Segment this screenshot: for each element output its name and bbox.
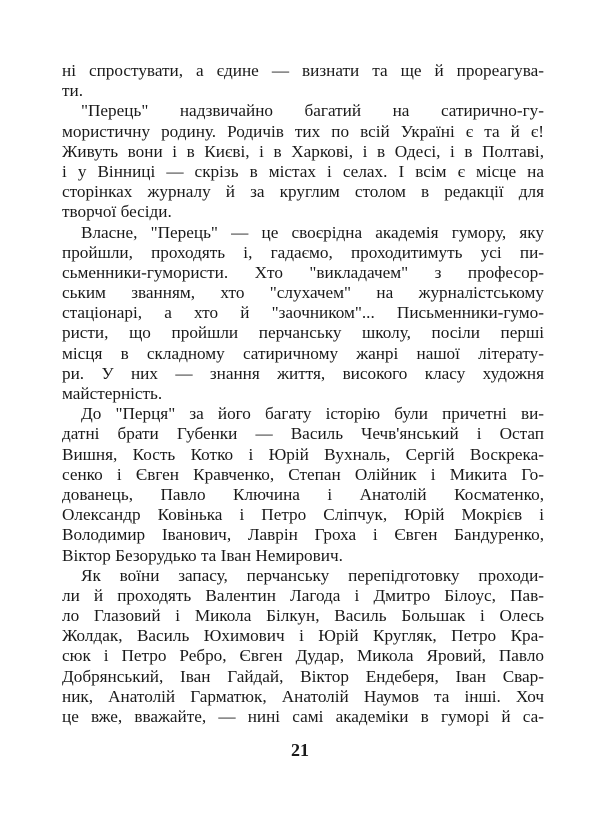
- text-line: стаціонарі, а хто й "заочником"... Письменники-гумо-: [62, 303, 544, 323]
- text-line: Добрянський, Іван Гайдай, Віктор Ендеберя, Іван Свар-: [62, 666, 544, 686]
- text-line: і у Вінниці — скрізь в містах і селах. І всім є місце на: [62, 161, 544, 181]
- paragraph: [62, 566, 544, 728]
- text-line: мористичну родину. Родичів тих по всій Україні є та й є!: [62, 121, 544, 141]
- text-line: сенко і Євген Кравченко, Степан Олійник і Микита Го-: [62, 464, 544, 484]
- text-line: це вже, вважайте, — нині самі академіки в гуморі й са-: [62, 707, 544, 726]
- paragraph: [62, 61, 544, 101]
- text-line: ли й проходять Валентин Лагода і Дмитро Білоус, Пав-: [62, 585, 544, 605]
- text-line: "Перець" надзвичайно багатий на сатирично-гу-: [81, 101, 544, 121]
- text-line: Віктор Безорудько та Іван Немирович.: [62, 545, 343, 565]
- text-line: ні спростувати, а єдине — визнати та ще й прореагува-: [62, 61, 544, 80]
- text-line: творчої бесіди.: [62, 202, 172, 222]
- text-line: сьменники-гумористи. Хто "викладачем" з професор-: [62, 262, 544, 282]
- text-line: Як воїни запасу, перчанську перепідготовку проходи-: [81, 565, 544, 585]
- text-line: Вишня, Кость Котко і Юрій Вухналь, Сергій Воскрека-: [62, 444, 544, 464]
- text-line: ло Глазовий і Микола Білкун, Василь Большак і Олесь: [62, 606, 544, 626]
- paragraph: [62, 101, 544, 222]
- text-line: сторінках журналу й за круглим столом в редакції для: [62, 182, 544, 202]
- page-number: 21: [291, 740, 309, 760]
- text-line: дованець, Павло Ключина і Анатолій Косматенко,: [62, 484, 544, 504]
- text-line: місця в складному сатиричному жанрі нашої літерату-: [62, 343, 544, 363]
- paragraph: [62, 404, 544, 566]
- paragraph: [62, 223, 544, 405]
- text-line: Олександр Ковінька і Петро Сліпчук, Юрій Мокрієв і: [62, 505, 544, 525]
- text-line: пройшли, проходять і, гадаємо, проходитимуть усі пи-: [62, 242, 544, 262]
- page-body: [62, 61, 544, 727]
- text-line: До "Перця" за його багату історію були причетні ви-: [81, 404, 544, 424]
- text-line: ник, Анатолій Гарматюк, Анатолій Наумов та інші. Хоч: [62, 686, 544, 706]
- text-line: Живуть вони і в Києві, і в Харкові, і в Одесі, і в Полтаві,: [62, 141, 544, 161]
- text-line: ським званням, хто "слухачем" на журналістському: [62, 283, 544, 303]
- text-line: майстерність.: [62, 384, 163, 403]
- text-line: Власне, "Перець" — це своєрідна академія гумору, яку: [81, 222, 544, 242]
- text-line: Володимир Іванович, Лаврін Гроха і Євген Бандуренко,: [62, 525, 544, 545]
- text-line: ристи, що пройшли перчанську школу, посіли перші: [62, 323, 544, 343]
- text-line: Жолдак, Василь Юхимович і Юрій Кругляк, Петро Кра-: [62, 626, 544, 646]
- text-line: ри. У них — знання життя, високого класу художня: [62, 363, 544, 383]
- text-line: ти.: [62, 81, 84, 101]
- text-line: датні брати Губенки — Василь Чечв'янський і Остап: [62, 424, 544, 444]
- text-line: сюк і Петро Ребро, Євген Дудар, Микола Яровий, Павло: [62, 646, 544, 666]
